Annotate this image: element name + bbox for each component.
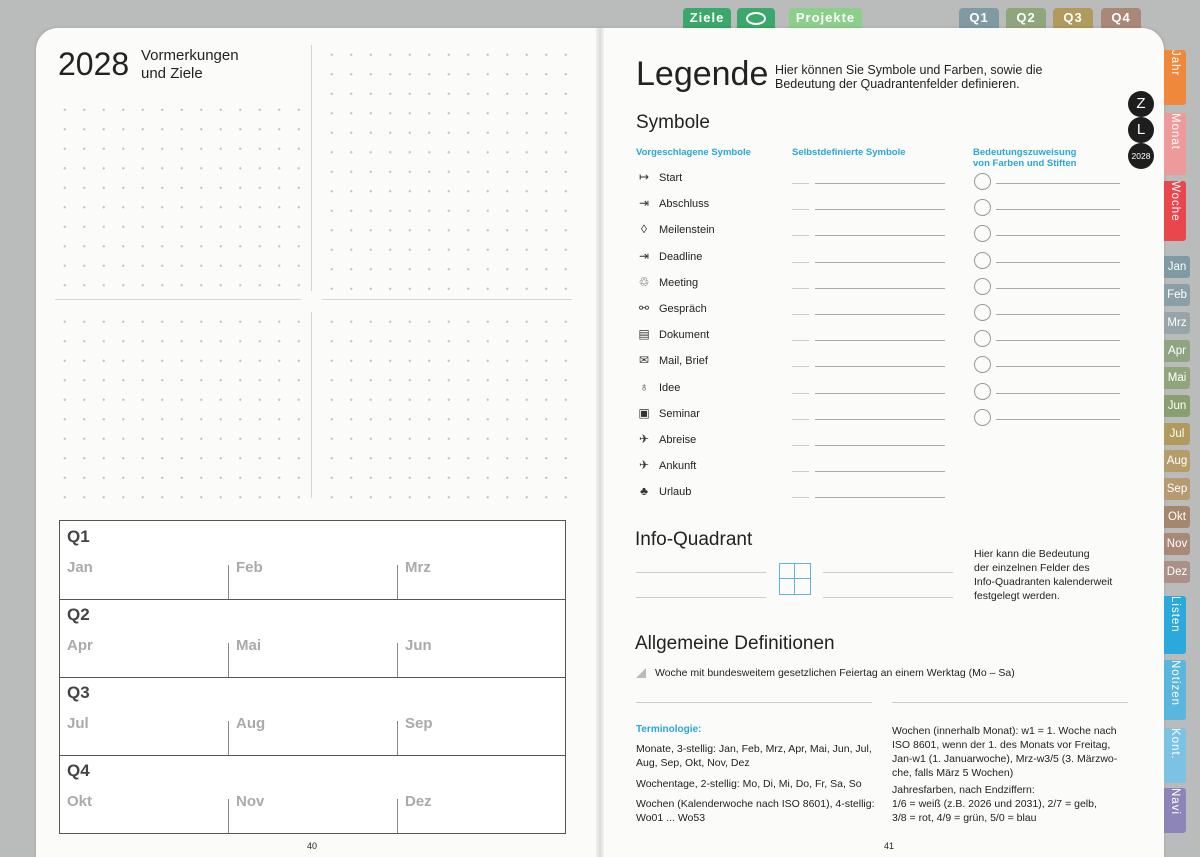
quarter-row-q4: [60, 755, 565, 833]
divider-horizontal-left: [55, 299, 301, 300]
custom-symbol-meaning-field[interactable]: [815, 183, 945, 184]
divider-horizontal-right: [322, 299, 572, 300]
custom-symbol-meaning-field[interactable]: [815, 235, 945, 236]
departure-icon: ✈: [638, 432, 650, 446]
tab-projekte[interactable]: Projekte: [789, 8, 862, 28]
side-tab-label: Jahr: [1169, 50, 1181, 77]
month-label: Mrz: [405, 559, 431, 576]
side-tab-nov[interactable]: [1164, 533, 1190, 555]
symbol-label: Meilenstein: [659, 224, 715, 237]
month-divider: [228, 721, 229, 755]
palm-icon: ♣: [640, 484, 648, 499]
month-divider: [397, 643, 398, 677]
dot-grid-bottom-right: [322, 312, 572, 502]
seminar-icon: ▣: [638, 405, 650, 420]
side-tab-monat[interactable]: [1164, 113, 1186, 175]
custom-symbol-field[interactable]: [792, 471, 809, 472]
holiday-text: Woche mit bundesweitem gesetzlichen Feiertag an einem Werktag (Mo – Sa): [655, 667, 1015, 679]
side-tab-apr[interactable]: [1164, 340, 1190, 362]
term-right-6: 1/6 = weiß (z.B. 2026 und 2031), 2/7 = gelb,: [892, 798, 1097, 810]
side-tab-label: Feb: [1167, 289, 1187, 301]
month-label: Jun: [405, 637, 432, 654]
terminology-heading: Terminologie:: [636, 724, 702, 735]
side-tab-jan[interactable]: [1164, 256, 1190, 278]
color-swatch-circle[interactable]: [974, 252, 991, 269]
term-left-5: Wo01 ... Wo53: [636, 812, 706, 824]
custom-symbol-field[interactable]: [792, 183, 809, 184]
side-tab-label: Mrz: [1167, 317, 1187, 329]
symbol-label: Urlaub: [659, 486, 692, 499]
dot-grid-bottom-left: [55, 312, 300, 502]
custom-symbol-field[interactable]: [792, 393, 809, 394]
side-tab-label: Jul: [1169, 428, 1185, 440]
symbol-label: Start: [659, 172, 683, 184]
side-tab-navi[interactable]: [1164, 788, 1186, 833]
custom-symbol-field[interactable]: [792, 497, 809, 498]
side-tab-label: Listen: [1169, 596, 1181, 633]
side-tab-label: Dez: [1166, 566, 1188, 578]
definitions-divider-left: [636, 702, 872, 703]
side-tab-listen[interactable]: [1164, 596, 1186, 654]
quarter-row-q3: [60, 677, 565, 756]
side-tab-label: Mai: [1167, 372, 1187, 384]
divider-vertical-top: [311, 45, 312, 291]
diamond-icon: ◊: [641, 222, 647, 237]
arrow-start-icon: ↦: [638, 170, 650, 184]
side-tab-label: Aug: [1166, 455, 1188, 467]
col-colors-heading-line1: Bedeutungszuweisung: [973, 147, 1077, 158]
col-colors-heading-line2: von Farben und Stiften: [973, 158, 1077, 169]
quadrant-grid-icon: [779, 563, 811, 595]
col-suggested-heading: Vorgeschlagene Symbole: [636, 147, 751, 158]
quarter-table: [59, 520, 566, 834]
holiday-triangle-icon: [636, 668, 646, 678]
side-tab-okt[interactable]: [1164, 506, 1190, 528]
conversation-icon: ⚯: [638, 301, 650, 315]
custom-symbol-meaning-field[interactable]: [815, 340, 945, 341]
color-meaning-field[interactable]: [996, 393, 1120, 394]
side-tab-aug[interactable]: [1164, 450, 1190, 472]
side-tab-label: Okt: [1168, 511, 1186, 523]
term-right-5: Jahresfarben, nach Endziffern:: [892, 784, 1035, 796]
color-meaning-field[interactable]: [996, 419, 1120, 420]
info-line-right-bottom: [823, 597, 953, 598]
page-number-left: 40: [307, 841, 318, 851]
subtitle-line1: Hier können Sie Symbole und Farben, sowie die: [775, 63, 1043, 77]
custom-symbol-field[interactable]: [792, 366, 809, 367]
quarter-label: Q3: [67, 683, 90, 702]
color-swatch-circle[interactable]: [974, 383, 991, 400]
symbol-label: Seminar: [659, 407, 700, 420]
symbole-heading: Symbole: [636, 112, 710, 133]
tab-q3[interactable]: Q3: [1053, 8, 1093, 28]
color-meaning-field[interactable]: [996, 262, 1120, 263]
month-label: Jul: [67, 715, 89, 732]
quarter-label: Q4: [67, 761, 90, 780]
divider-vertical-bottom: [311, 312, 312, 498]
color-meaning-field[interactable]: [996, 314, 1120, 315]
general-definitions-heading: Allgemeine Definitionen: [635, 633, 835, 654]
side-tab-label: Navi: [1169, 788, 1181, 816]
month-label: Aug: [236, 715, 266, 732]
info-text-2: der einzelnen Felder des: [974, 562, 1090, 574]
side-tab-label: Monat: [1169, 113, 1181, 150]
col-custom-heading: Selbstdefinierte Symbole: [792, 147, 906, 158]
color-swatch-circle[interactable]: [974, 304, 991, 321]
side-tab-sep[interactable]: [1164, 478, 1190, 500]
color-meaning-field[interactable]: [996, 288, 1120, 289]
custom-symbol-field[interactable]: [792, 209, 809, 210]
term-left-1: Monate, 3-stellig: Jan, Feb, Mrz, Apr, Mai, Jun, Jul,: [636, 743, 872, 755]
symbol-label: Idee: [659, 381, 681, 394]
month-divider: [228, 799, 229, 833]
custom-symbol-meaning-field[interactable]: [815, 471, 945, 472]
custom-symbol-meaning-field[interactable]: [815, 419, 945, 420]
side-tab-label: Woche: [1169, 181, 1181, 222]
side-tab-jahr[interactable]: [1164, 50, 1186, 105]
deadline-icon: ⇥: [638, 248, 650, 263]
term-right-7: 3/8 = rot, 4/9 = grün, 5/0 = blau: [892, 812, 1037, 824]
arrival-icon: ✈: [638, 458, 650, 473]
eye-icon: [746, 12, 766, 25]
side-tab-notizen[interactable]: [1164, 660, 1186, 720]
term-right-3: Jan-w1 (1. Januarwoche), Mrz-w3/5 (3. Märzwo-: [892, 753, 1118, 765]
month-label: Dez: [405, 793, 432, 810]
custom-symbol-meaning-field[interactable]: [815, 497, 945, 498]
month-divider: [228, 565, 229, 599]
symbol-label: Deadline: [659, 250, 703, 263]
heading-line1: Vormerkungen: [141, 47, 239, 64]
term-right-1: Wochen (innerhalb Monat): w1 = 1. Woche nach: [892, 725, 1117, 737]
side-tab-label: Notizen: [1169, 660, 1181, 706]
custom-symbol-field[interactable]: [792, 235, 809, 236]
custom-symbol-field[interactable]: [792, 288, 809, 289]
info-text-1: Hier kann die Bedeutung: [974, 548, 1090, 560]
info-line-left-bottom: [636, 597, 766, 598]
info-quadrant-heading: Info-Quadrant: [635, 529, 753, 550]
side-tab-mrz[interactable]: [1164, 312, 1190, 334]
custom-symbol-meaning-field[interactable]: [815, 393, 945, 394]
custom-symbol-meaning-field[interactable]: [815, 262, 945, 263]
subtitle-line2: Bedeutung der Quadrantenfelder definieren.: [775, 77, 1020, 91]
symbol-label: Gespräch: [659, 303, 707, 315]
term-right-4: che, falls März 5 Wochen): [892, 767, 1014, 779]
symbol-label: Ankunft: [659, 460, 697, 473]
color-meaning-field[interactable]: [996, 235, 1120, 236]
month-label: Jan: [67, 559, 93, 576]
heading-line2: und Ziele: [141, 65, 203, 82]
side-tab-label: Nov: [1166, 538, 1188, 550]
page-number-right: 41: [884, 841, 895, 851]
dot-grid-top-right: [322, 45, 572, 290]
custom-symbol-meaning-field[interactable]: [815, 445, 945, 446]
color-meaning-field[interactable]: [996, 340, 1120, 341]
tab-q1[interactable]: Q1: [959, 8, 999, 28]
badge-year[interactable]: 2028: [1128, 143, 1154, 169]
month-label: Mai: [236, 637, 262, 654]
book-spine: [596, 28, 604, 857]
custom-symbol-meaning-field[interactable]: [815, 314, 945, 315]
document-icon: ▤: [638, 327, 650, 342]
color-swatch-circle[interactable]: [974, 173, 991, 190]
info-line-right-top: [823, 572, 953, 573]
custom-symbol-meaning-field[interactable]: [815, 288, 945, 289]
side-tab-jun[interactable]: [1164, 395, 1190, 417]
symbol-label: Dokument: [659, 329, 710, 342]
custom-symbol-field[interactable]: [792, 314, 809, 315]
badge-l[interactable]: L: [1128, 117, 1154, 143]
symbol-label: Abschluss: [659, 198, 710, 211]
color-swatch-circle[interactable]: [974, 409, 991, 426]
custom-symbol-meaning-field[interactable]: [815, 209, 945, 210]
quarter-label: Q2: [67, 605, 90, 624]
term-left-2: Aug, Sep, Okt, Nov, Dez: [636, 757, 750, 769]
quarter-row-q1: [60, 521, 565, 600]
meeting-icon: ♲: [638, 274, 650, 289]
definitions-divider-right: [892, 702, 1128, 703]
month-divider: [397, 565, 398, 599]
month-divider: [228, 643, 229, 677]
badge-z[interactable]: Z: [1128, 91, 1154, 117]
quarter-label: Q1: [67, 527, 90, 546]
month-label: Feb: [236, 559, 263, 576]
tab-ziele[interactable]: Ziele: [683, 8, 731, 28]
tab-visibility[interactable]: [737, 8, 775, 28]
color-meaning-field[interactable]: [996, 209, 1120, 210]
lightbulb-icon: ♁: [639, 379, 649, 394]
side-tab-feb[interactable]: [1164, 284, 1190, 306]
side-tab-label: Jan: [1167, 261, 1187, 273]
color-meaning-field[interactable]: [996, 366, 1120, 367]
month-divider: [397, 799, 398, 833]
symbol-label: Abreise: [659, 434, 697, 446]
month-label: Okt: [67, 793, 93, 810]
side-tab-woche[interactable]: [1164, 181, 1186, 241]
arrow-end-icon: ⇥: [638, 196, 650, 211]
symbol-label: Mail, Brief: [659, 355, 708, 368]
custom-symbol-field[interactable]: [792, 445, 809, 446]
mail-icon: ✉: [638, 353, 650, 368]
custom-symbol-meaning-field[interactable]: [815, 366, 945, 367]
page-title: Legende: [636, 55, 769, 93]
tab-q4[interactable]: Q4: [1101, 8, 1141, 28]
side-tab-mai[interactable]: [1164, 367, 1190, 389]
side-tab-dez[interactable]: [1164, 561, 1190, 583]
month-label: Apr: [67, 637, 93, 654]
custom-symbol-field[interactable]: [792, 419, 809, 420]
term-right-2: ISO 8601, wenn der 1. des Monats vor Freitag,: [892, 739, 1111, 751]
month-label: Nov: [236, 793, 265, 810]
side-tab-label: Sep: [1166, 483, 1188, 495]
month-divider: [397, 721, 398, 755]
color-swatch-circle[interactable]: [974, 278, 991, 295]
quarter-row-q2: [60, 599, 565, 678]
side-tab-jul[interactable]: [1164, 423, 1190, 445]
custom-symbol-field[interactable]: [792, 340, 809, 341]
term-left-3: Wochentage, 2-stellig: Mo, Di, Mi, Do, Fr, Sa, So: [636, 778, 862, 790]
custom-symbol-field[interactable]: [792, 262, 809, 263]
side-tab-label: Kont.: [1169, 728, 1181, 760]
color-meaning-field[interactable]: [996, 183, 1120, 184]
year-label: 2028: [58, 46, 130, 82]
info-text-4: festgelegt werden.: [974, 590, 1060, 602]
side-tab-label: Jun: [1167, 400, 1187, 412]
side-tab-kont[interactable]: [1164, 728, 1186, 783]
info-line-left-top: [636, 572, 766, 573]
symbol-label: Meeting: [659, 276, 699, 289]
month-label: Sep: [405, 715, 433, 732]
tab-q2[interactable]: Q2: [1006, 8, 1046, 28]
info-text-3: Info-Quadranten kalenderweit: [974, 576, 1113, 588]
term-left-4: Wochen (Kalenderwoche nach ISO 8601), 4-stellig:: [636, 798, 875, 810]
side-tab-label: Apr: [1168, 345, 1186, 357]
dot-grid-top-left: [55, 100, 300, 290]
